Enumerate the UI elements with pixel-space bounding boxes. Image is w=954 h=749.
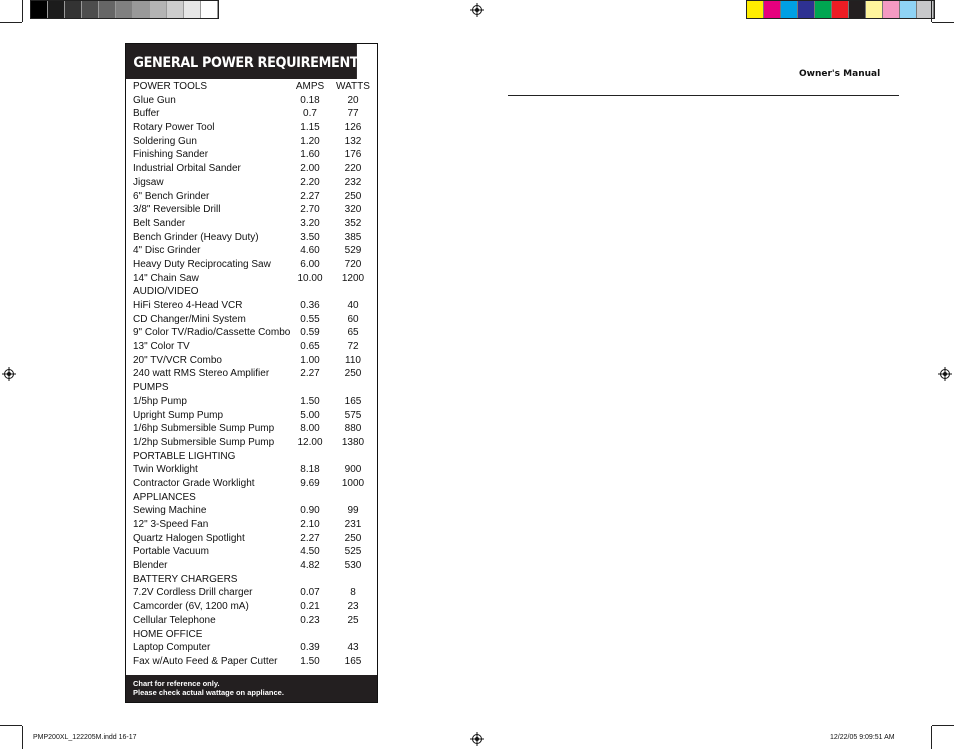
item-name: Contractor Grade Worklight [133, 477, 255, 489]
table-row [133, 272, 377, 286]
table-body [133, 94, 377, 669]
crop-mark [931, 726, 932, 749]
chart-footnote [126, 675, 377, 702]
registration-mark-icon [2, 367, 16, 381]
registration-mark-icon [938, 367, 952, 381]
item-name: 1/2hp Submersible Sump Pump [133, 436, 275, 448]
table-row [133, 655, 377, 669]
amps-value [283, 381, 321, 395]
item-name: 20" TV/VCR Combo [133, 354, 222, 366]
amps-value: 4.82 [300, 560, 320, 572]
category-row [133, 285, 377, 299]
column-header-amps: AMPS [295, 81, 325, 92]
watts-value: 1380 [341, 436, 365, 448]
item-name: Camcorder (6V, 1200 mA) [133, 601, 249, 613]
item-name: Heavy Duty Reciprocating Saw [133, 258, 271, 270]
gray-swatch [150, 1, 167, 18]
item-name: Buffer [133, 108, 160, 120]
gray-swatch [31, 1, 48, 18]
item-name: PUMPS [133, 382, 169, 394]
crop-mark [0, 725, 22, 726]
category-row [133, 573, 377, 587]
watts-value: 529 [344, 245, 362, 257]
running-header: Owner's Manual [799, 69, 881, 79]
item-name: Rotary Power Tool [133, 122, 215, 134]
amps-value: 2.27 [300, 532, 320, 544]
item-name: 240 watt RMS Stereo Amplifier [133, 368, 270, 380]
table-row [133, 614, 377, 628]
color-swatch [747, 1, 764, 18]
amps-value: 0.65 [300, 341, 320, 353]
table-row [133, 217, 377, 231]
table-row [133, 463, 377, 477]
gray-swatch [82, 1, 99, 18]
item-name: APPLIANCES [133, 491, 196, 503]
item-name: 13" Color TV [133, 341, 190, 353]
watts-value: 1000 [341, 477, 365, 489]
item-name: Quartz Halogen Spotlight [133, 532, 245, 544]
watts-value: 110 [345, 354, 361, 366]
watts-value [321, 450, 369, 464]
power-requirements-chart [125, 43, 378, 703]
watts-value: 250 [344, 532, 362, 544]
watts-value: 250 [344, 190, 362, 202]
watts-value: 385 [344, 231, 362, 243]
watts-value [321, 285, 369, 299]
item-name: Jigsaw [133, 176, 164, 188]
column-header-category: POWER TOOLS [133, 81, 208, 92]
column-header-watts: WATTS [336, 81, 370, 92]
item-name: 14" Chain Saw [133, 272, 199, 284]
amps-value: 1.00 [300, 354, 320, 366]
crop-mark [0, 22, 22, 23]
color-swatch [832, 1, 849, 18]
item-name: 1/5hp Pump [133, 395, 187, 407]
amps-value: 2.20 [300, 176, 320, 188]
table-row [133, 586, 377, 600]
gray-swatch [133, 1, 150, 18]
gray-swatch [167, 1, 184, 18]
footnote-line-2: Please check actual wattage on appliance. [133, 687, 284, 697]
color-swatch [815, 1, 832, 18]
amps-value: 0.39 [300, 642, 320, 654]
timestamp-slug: 12/22/05 9:09:51 AM [830, 734, 895, 741]
registration-mark-icon [470, 732, 484, 746]
table-row [133, 244, 377, 258]
watts-value: 132 [344, 135, 362, 147]
table-row [133, 340, 377, 354]
amps-value: 0.21 [300, 601, 320, 613]
table-row [133, 641, 377, 655]
gray-swatch [201, 1, 218, 18]
item-name: Laptop Computer [133, 642, 211, 654]
registration-mark-icon [470, 3, 484, 17]
item-name: 7.2V Cordless Drill charger [133, 587, 253, 599]
table-row [133, 258, 377, 272]
amps-value: 1.15 [300, 122, 320, 134]
watts-value: 1200 [341, 272, 365, 284]
amps-value: 0.7 [303, 108, 317, 120]
amps-value [283, 573, 321, 587]
amps-value: 1.50 [300, 395, 320, 407]
watts-value: 43 [347, 642, 359, 654]
amps-value [283, 285, 321, 299]
amps-value: 0.07 [300, 587, 320, 599]
item-name: Finishing Sander [133, 149, 209, 161]
amps-value: 0.90 [300, 505, 320, 517]
amps-value: 2.27 [300, 368, 320, 380]
watts-value: 575 [344, 409, 362, 421]
amps-value: 1.60 [300, 149, 320, 161]
watts-value: 220 [344, 163, 362, 175]
item-name: Upright Sump Pump [133, 409, 224, 421]
table-row [133, 107, 377, 121]
watts-value: 250 [344, 368, 362, 380]
watts-value [321, 381, 369, 395]
table-row [133, 518, 377, 532]
watts-value: 176 [344, 149, 362, 161]
footnote-line-1: Chart for reference only. [133, 679, 220, 688]
color-swatch [866, 1, 883, 18]
item-name: Glue Gun [133, 94, 176, 106]
watts-value: 126 [344, 122, 362, 134]
gray-swatch [65, 1, 82, 18]
watts-value: 65 [347, 327, 359, 339]
category-row [133, 628, 377, 642]
file-slug: PMP200XL_122205M.indd 16-17 [33, 734, 137, 741]
item-name: AUDIO/VIDEO [133, 286, 199, 298]
watts-value: 231 [344, 519, 362, 530]
item-name: Soldering Gun [133, 135, 197, 147]
crop-mark [22, 726, 23, 749]
table-row [133, 121, 377, 135]
table-row [133, 231, 377, 245]
amps-value: 5.00 [300, 409, 320, 421]
amps-value [283, 491, 321, 505]
table-row [133, 504, 377, 518]
table-row [133, 135, 377, 149]
table-row [133, 94, 377, 108]
crop-mark [22, 0, 23, 22]
color-swatch [900, 1, 917, 18]
amps-value: 10.00 [297, 272, 323, 284]
table-row [133, 162, 377, 176]
amps-value: 4.50 [300, 546, 320, 558]
item-name: Blender [133, 560, 168, 572]
chart-title: GENERAL POWER REQUIREMENTS [126, 44, 357, 79]
amps-value: 2.70 [300, 204, 320, 216]
amps-value: 8.18 [300, 464, 320, 476]
watts-value: 320 [344, 204, 362, 216]
amps-value: 9.69 [300, 477, 320, 489]
amps-value: 3.20 [300, 217, 320, 229]
amps-value: 0.36 [300, 300, 320, 311]
amps-value: 0.59 [300, 327, 320, 339]
watts-value: 99 [347, 505, 359, 517]
crop-mark [932, 22, 954, 23]
color-swatch [764, 1, 781, 18]
watts-value [321, 628, 369, 642]
amps-value: 0.55 [300, 313, 320, 325]
requirements-table [126, 80, 377, 669]
watts-value: 352 [344, 217, 362, 229]
color-swatch [849, 1, 866, 18]
color-swatch [883, 1, 900, 18]
table-row [133, 354, 377, 368]
amps-value: 3.50 [300, 231, 320, 243]
watts-value: 8 [350, 587, 356, 599]
table-row [133, 148, 377, 162]
item-name: Fax w/Auto Feed & Paper Cutter [133, 655, 278, 667]
amps-value: 12.00 [297, 436, 323, 448]
watts-value: 165 [344, 395, 362, 407]
table-row [133, 409, 377, 423]
amps-value: 1.50 [300, 655, 320, 667]
watts-value: 20 [347, 94, 359, 106]
amps-value: 1.20 [300, 135, 320, 147]
watts-value: 232 [344, 176, 362, 188]
table-row [133, 559, 377, 573]
amps-value: 6.00 [300, 258, 320, 270]
item-name: CD Changer/Mini System [133, 313, 246, 325]
amps-value: 2.00 [300, 163, 320, 175]
item-name: Sewing Machine [133, 505, 207, 517]
item-name: HiFi Stereo 4-Head VCR [133, 300, 243, 311]
amps-value: 2.27 [300, 190, 320, 202]
watts-value: 525 [344, 546, 362, 558]
table-row [133, 176, 377, 190]
table-row [133, 326, 377, 340]
table-row [133, 600, 377, 614]
grayscale-color-bar [30, 0, 219, 19]
item-name: Cellular Telephone [133, 614, 216, 626]
watts-value: 25 [347, 614, 359, 626]
watts-value: 530 [344, 560, 362, 572]
item-name: Portable Vacuum [133, 546, 209, 558]
table-row [133, 477, 377, 491]
watts-value: 880 [344, 423, 362, 435]
table-header-row [133, 80, 377, 94]
item-name: 4" Disc Grinder [133, 245, 201, 257]
category-row [133, 450, 377, 464]
process-color-bar [746, 0, 935, 19]
amps-value: 2.10 [300, 519, 320, 530]
watts-value: 165 [344, 655, 362, 667]
table-row [133, 299, 377, 313]
color-swatch [798, 1, 815, 18]
category-row [133, 381, 377, 395]
category-row [133, 491, 377, 505]
watts-value [321, 491, 369, 505]
watts-value: 720 [344, 258, 362, 270]
amps-value: 8.00 [300, 423, 320, 435]
table-row [133, 203, 377, 217]
amps-value: 4.60 [300, 245, 320, 257]
item-name: Industrial Orbital Sander [133, 163, 241, 175]
watts-value [321, 573, 369, 587]
item-name: 3/8" Reversible Drill [133, 204, 221, 216]
amps-value [283, 628, 321, 642]
item-name: Twin Worklight [133, 464, 198, 476]
table-row [133, 532, 377, 546]
item-name: 6" Bench Grinder [133, 190, 210, 202]
watts-value: 72 [347, 341, 359, 353]
table-row [133, 190, 377, 204]
table-row [133, 313, 377, 327]
item-name: 9" Color TV/Radio/Cassette Combo [133, 327, 291, 339]
color-swatch [781, 1, 798, 18]
item-name: Bench Grinder (Heavy Duty) [133, 231, 259, 243]
table-row [133, 367, 377, 381]
crop-mark [932, 725, 954, 726]
gray-swatch [99, 1, 116, 18]
watts-value: 60 [347, 313, 359, 325]
item-name: PORTABLE LIGHTING [133, 450, 236, 462]
item-name: 1/6hp Submersible Sump Pump [133, 423, 275, 435]
watts-value: 900 [344, 464, 362, 476]
item-name: Belt Sander [133, 217, 186, 229]
table-row [133, 395, 377, 409]
crop-mark [931, 0, 932, 22]
amps-value: 0.23 [300, 614, 320, 626]
item-name: BATTERY CHARGERS [133, 573, 238, 585]
watts-value: 40 [347, 300, 359, 311]
item-name: 12" 3-Speed Fan [133, 519, 209, 530]
watts-value: 23 [347, 601, 359, 613]
watts-value: 77 [347, 108, 359, 120]
item-name: HOME OFFICE [133, 628, 203, 640]
amps-value: 0.18 [300, 94, 320, 106]
table-row [133, 545, 377, 559]
header-rule [508, 95, 899, 96]
table-row [133, 422, 377, 436]
gray-swatch [48, 1, 65, 18]
gray-swatch [116, 1, 133, 18]
amps-value [283, 450, 321, 464]
gray-swatch [184, 1, 201, 18]
table-row [133, 436, 377, 450]
